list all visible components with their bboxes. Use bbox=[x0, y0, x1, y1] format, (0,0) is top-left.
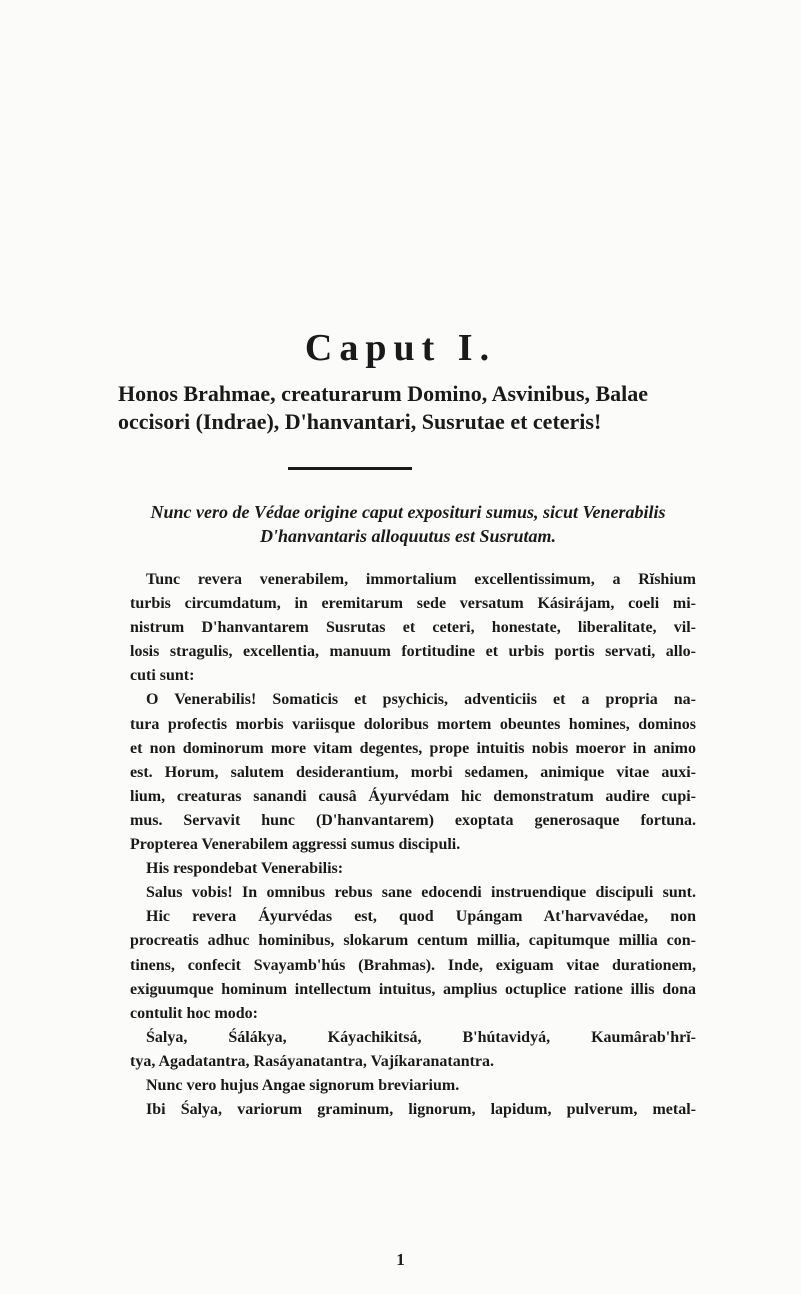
text-line: His respondebat Venerabilis: bbox=[146, 860, 344, 878]
text-line: Tunc revera venerabilem, immortalium excellentissimum, a Rĭshium bbox=[146, 571, 696, 588]
text-line: Ibi Śalya, variorum graminum, lignorum, lapidum, pulverum, metal- bbox=[146, 1101, 696, 1119]
dedication-line: Honos Brahmae, creaturarum Domino, Asvinibus, Balae bbox=[118, 381, 649, 406]
body-text bbox=[130, 568, 696, 1122]
text-line: Hic revera Áyurvédas est, quod Upángam At'harvavédae, non bbox=[146, 908, 696, 926]
intro-line: Nunc vero de Védae origine caput exposituri sumus, sicut Venerabilis bbox=[150, 502, 666, 522]
text-line: Nunc vero hujus Angae signorum breviarium. bbox=[146, 1076, 460, 1094]
text-line: turbis circumdatum, in eremitarum sede versatum Kásirájam, coeli mi- bbox=[130, 595, 696, 613]
text-line: procreatis adhuc hominibus, slokarum centum millia, capitumque millia con- bbox=[130, 932, 696, 950]
page-number: 1 bbox=[396, 1250, 405, 1269]
text-line: et non dominorum more vitam degentes, prope intuitis nobis moeror in animo bbox=[130, 739, 696, 757]
text-line: exiguumque hominum intellectum intuitus, amplius octuplice ratione illis dona bbox=[130, 980, 696, 998]
text-line: tya, Agadatantra, Rasáyanatantra, Vajíkaranatantra. bbox=[130, 1052, 495, 1070]
text-line: mus. Servavit hunc (D'hanvantarem) exoptata generosaque fortuna. bbox=[130, 811, 696, 829]
text-line: lium, creaturas sanandi causâ Áyurvédam hic demonstratum audire cupi- bbox=[130, 787, 696, 805]
text-line: losis stragulis, excellentia, manuum fortitudine et urbis portis servati, allo- bbox=[130, 643, 696, 661]
text-line: Propterea Venerabilem aggressi sumus discipuli. bbox=[130, 836, 461, 854]
text-line: Salus vobis! In omnibus rebus sane edocendi instruendique discipuli sunt. bbox=[146, 884, 696, 902]
text-line: contulit hoc modo: bbox=[130, 1004, 258, 1022]
dedication-line: occisori (Indrae), D'hanvantari, Susrutae et ceteris! bbox=[118, 409, 602, 434]
text-line: nistrum D'hanvantarem Susrutas et ceteri, honestate, liberalitate, vil- bbox=[130, 619, 696, 637]
text-line: cuti sunt: bbox=[130, 667, 195, 685]
text-line: Śalya, Śálákya, Káyachikitsá, B'hútavidyá, Kaumârab'hrĭ- bbox=[146, 1028, 696, 1046]
intro-italic bbox=[118, 500, 698, 548]
text-line: tinens, confecit Svayamb'hús (Brahmas). Inde, exiguam vitae durationem, bbox=[130, 956, 696, 974]
text-line: est. Horum, salutem desiderantium, morbi sedamen, animique vitae auxi- bbox=[130, 763, 696, 781]
text-line: tura profectis morbis variisque doloribus mortem obeuntes homines, dominos bbox=[130, 715, 696, 733]
chapter-heading: Caput I. bbox=[304, 327, 497, 369]
intro-line: D'hanvantaris alloquutus est Susrutam. bbox=[259, 526, 557, 546]
section-divider bbox=[288, 467, 412, 470]
dedication bbox=[118, 380, 698, 436]
text-line: O Venerabilis! Somaticis et psychicis, adventiciis et a propria na- bbox=[146, 691, 696, 709]
